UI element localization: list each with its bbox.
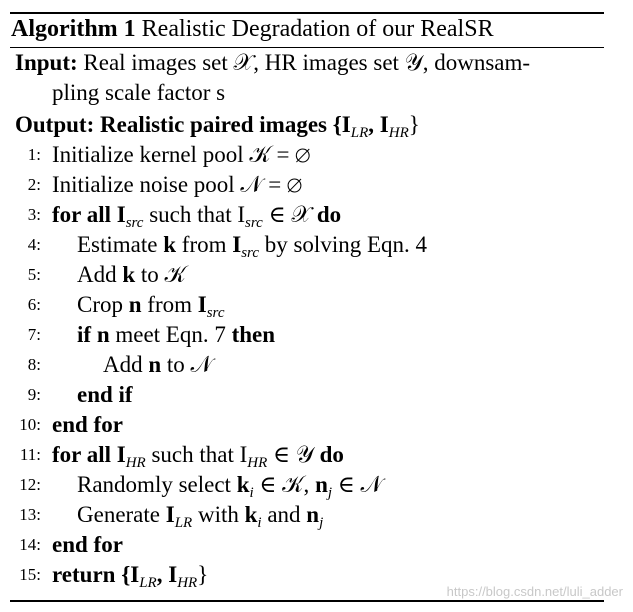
input-line-2: [52, 78, 225, 108]
input-text-2: pling scale factor s: [52, 80, 226, 105]
input-line-1: [15, 48, 530, 78]
algorithm-name: Realistic Degradation of our RealSR: [141, 16, 494, 42]
output-text: Realistic paired images {$I_{LR}$, $I_{HR}$}: [100, 112, 420, 141]
bottom-rule: [10, 600, 604, 602]
input-label: Input:: [15, 50, 78, 75]
output-label: Output:: [15, 112, 95, 137]
input-text-1: Real images set 𝒳, HR images set 𝒴, downsam-: [83, 50, 531, 75]
algorithm-label: Algorithm 1: [11, 16, 136, 42]
output-line: [15, 110, 420, 140]
watermark: https://blog.csdn.net/luli_adder: [446, 584, 623, 599]
algorithm-title: [11, 14, 494, 44]
